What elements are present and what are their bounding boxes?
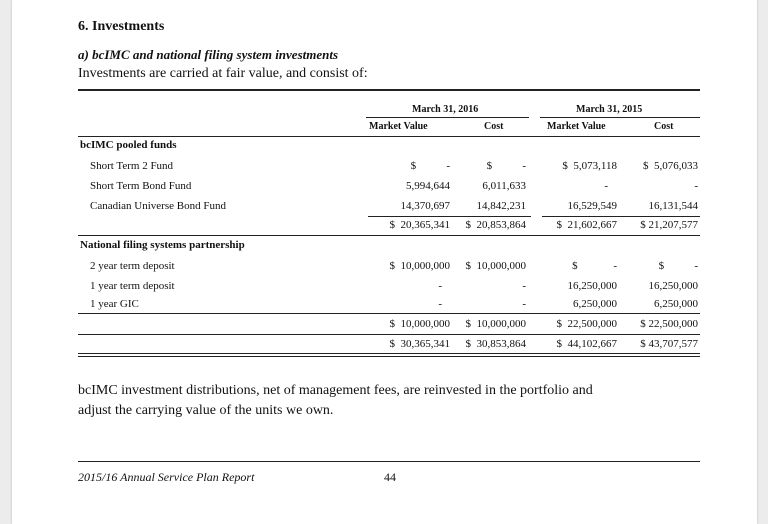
row-label: Short Term Bond Fund xyxy=(90,180,192,192)
col-market-value-2016: Market Value xyxy=(369,121,428,132)
row-label: Short Term 2 Fund xyxy=(90,160,174,172)
row-label: 1 year term deposit xyxy=(90,280,175,292)
row-cost-2016: $ 10,000,000 xyxy=(465,260,526,272)
grand-total-cost-2015: $ 43,707,577 xyxy=(640,338,698,350)
paragraph-line-2: adjust the carrying value of the units we own. xyxy=(78,403,334,418)
header-bottom-rule xyxy=(78,136,700,137)
grand-total-cost-2016: $ 30,853,864 xyxy=(465,338,526,350)
row-cost-2016: 6,011,633 xyxy=(482,180,526,192)
grand-total-mv-2015: $ 44,102,667 xyxy=(556,338,617,350)
subtotal-cost-2016: $ 20,853,864 xyxy=(465,219,526,231)
grand-total-top-rule xyxy=(78,334,700,335)
col-market-value-2015: Market Value xyxy=(547,121,606,132)
row-label: 2 year term deposit xyxy=(90,260,175,272)
table-bottom-rule-1 xyxy=(78,353,700,354)
footer-report-title: 2015/16 Annual Service Plan Report xyxy=(78,470,255,484)
subtotal-mv-2015: $ 21,602,667 xyxy=(556,219,617,231)
section-heading: 6. Investments xyxy=(78,19,165,34)
period-2016-header: March 31, 2016 xyxy=(412,104,479,115)
row-mv-2015: $ 5,073,118 xyxy=(562,160,617,172)
row-cost-2016: 14,842,231 xyxy=(476,200,526,212)
section2-top-rule xyxy=(78,235,700,236)
row-cost-2015: $ 5,076,033 xyxy=(643,160,698,172)
table-top-rule xyxy=(78,89,700,91)
row-cost-2015: $ - xyxy=(658,260,698,272)
period-2016-underline xyxy=(366,117,529,118)
row-label: 1 year GIC xyxy=(90,298,139,310)
footer-rule xyxy=(78,461,700,462)
footer-page-number: 44 xyxy=(384,470,396,484)
row-mv-2015: 16,529,549 xyxy=(567,200,617,212)
subtotal1-rule-2016 xyxy=(368,216,531,217)
subtotal-mv-2015: $ 22,500,000 xyxy=(556,318,617,330)
table-bottom-rule-2 xyxy=(78,356,700,357)
subtotal-mv-2016: $ 20,365,341 xyxy=(389,219,450,231)
row-mv-2016: $ - xyxy=(410,160,450,172)
subtotal-cost-2016: $ 10,000,000 xyxy=(465,318,526,330)
row-mv-2015: 16,250,000 xyxy=(567,280,617,292)
row-mv-2016: - xyxy=(438,298,442,310)
row-cost-2015: 16,250,000 xyxy=(648,280,698,292)
period-2015-underline xyxy=(540,117,700,118)
section-label-national-filing: National filing systems partnership xyxy=(80,239,245,251)
col-cost-2015: Cost xyxy=(654,121,674,132)
subtotal-mv-2016: $ 10,000,000 xyxy=(389,318,450,330)
row-cost-2015: 16,131,544 xyxy=(648,200,698,212)
grand-total-mv-2016: $ 30,365,341 xyxy=(389,338,450,350)
row-mv-2015: 6,250,000 xyxy=(573,298,617,310)
paragraph-line-1: bcIMC investment distributions, net of management fees, are reinvested in the portfolio and xyxy=(78,383,593,398)
row-cost-2016: $ - xyxy=(486,160,526,172)
subtotal1-rule-2015 xyxy=(542,216,700,217)
row-mv-2016: 5,994,644 xyxy=(406,180,450,192)
row-cost-2016: - xyxy=(522,280,526,292)
subtotal-cost-2015: $ 21,207,577 xyxy=(640,219,698,231)
row-cost-2015: 6,250,000 xyxy=(654,298,698,310)
document-page xyxy=(12,0,757,524)
section2-rows-rule xyxy=(78,313,700,314)
row-cost-2015: - xyxy=(694,180,698,192)
period-2015-header: March 31, 2015 xyxy=(576,104,643,115)
row-mv-2016: - xyxy=(438,280,442,292)
row-cost-2016: - xyxy=(522,298,526,310)
col-cost-2016: Cost xyxy=(484,121,504,132)
intro-text: Investments are carried at fair value, and consist of: xyxy=(78,66,368,81)
row-mv-2016: $ 10,000,000 xyxy=(389,260,450,272)
subtotal-cost-2015: $ 22,500,000 xyxy=(640,318,698,330)
row-label: Canadian Universe Bond Fund xyxy=(90,200,226,212)
subsection-heading: a) bcIMC and national filing system investments xyxy=(78,47,339,62)
row-mv-2016: 14,370,697 xyxy=(400,200,450,212)
section-label-pooled-funds: bcIMC pooled funds xyxy=(80,139,177,151)
row-mv-2015: $ - xyxy=(572,260,617,272)
row-mv-2015: - xyxy=(604,180,608,192)
